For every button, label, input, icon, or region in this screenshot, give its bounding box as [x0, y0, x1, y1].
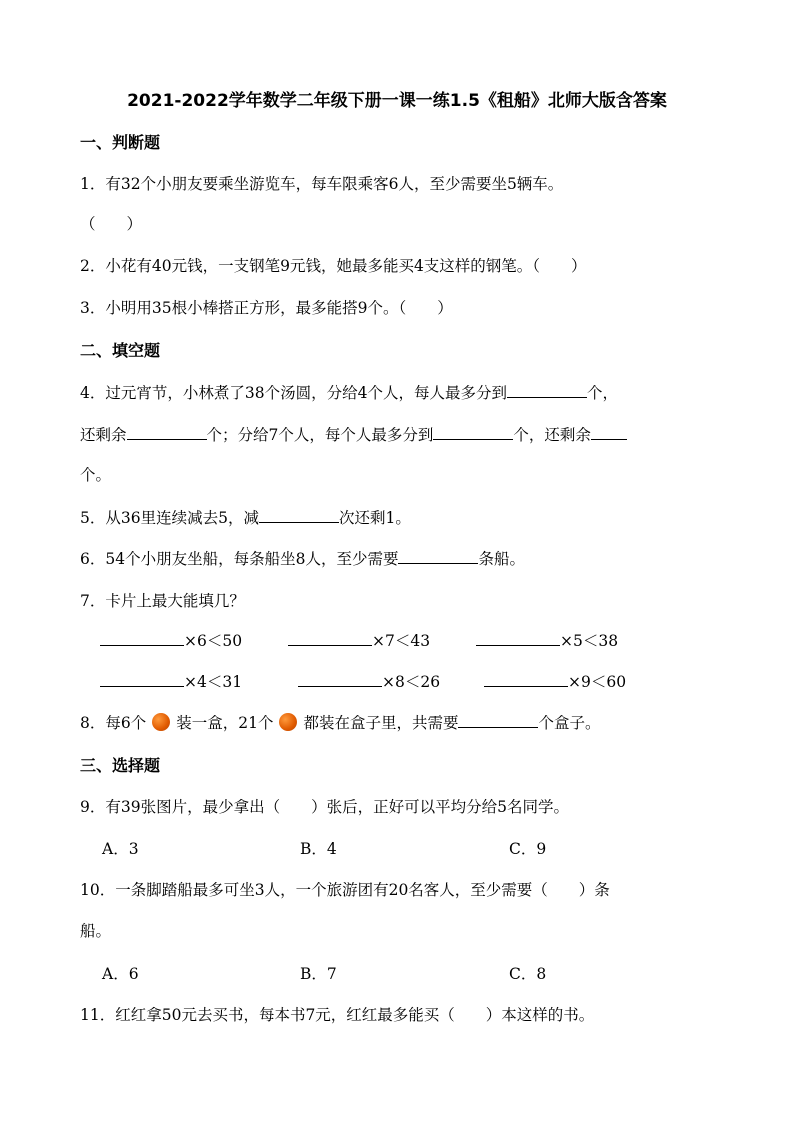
- answer-blank[interactable]: [100, 671, 184, 687]
- answer-blank[interactable]: [398, 548, 478, 564]
- answer-blank[interactable]: [591, 424, 627, 440]
- answer-blank[interactable]: [100, 630, 184, 646]
- orange-icon: [152, 713, 170, 731]
- question-5-part-b: 次还剩1。: [338, 509, 411, 527]
- answer-blank[interactable]: [433, 424, 513, 440]
- question-8-part-c: 都装在盒子里，共需要: [303, 714, 459, 732]
- option-b[interactable]: B．7: [300, 965, 337, 983]
- question-10: 10．一条脚踏船最多可坐3人，一个旅游团有20名客人，至少需要（ ）条: [80, 881, 610, 899]
- answer-blank[interactable]: [484, 671, 568, 687]
- answer-blank[interactable]: [259, 507, 339, 523]
- question-4-part-e: 个，还剩余: [513, 426, 591, 444]
- card-item: ×6＜50: [100, 629, 242, 651]
- section-heading-choice: 三、选择题: [80, 756, 161, 775]
- question-5-part-a: 5．从36里连续减去5，减: [80, 509, 259, 527]
- question-4-line-1: [80, 381, 618, 403]
- section-heading-fill-in: 二、填空题: [80, 341, 161, 360]
- option-a[interactable]: A．6: [102, 965, 139, 983]
- question-4-part-b: 个，: [586, 384, 618, 402]
- question-1-answer-paren: （ ）: [80, 215, 143, 233]
- question-3: 3．小明用35根小棒搭正方形，最多能搭9个。（ ）: [80, 299, 453, 317]
- question-5: [80, 506, 411, 528]
- card-item: ×9＜60: [484, 670, 626, 692]
- question-8: [80, 711, 601, 733]
- card-item: ×5＜38: [476, 629, 618, 651]
- card-item: ×8＜26: [298, 670, 440, 692]
- question-11: 11．红红拿50元去买书，每本书7元，红红最多能买（ ）本这样的书。: [80, 1006, 595, 1024]
- answer-blank[interactable]: [458, 712, 538, 728]
- question-4-part-c: 还剩余: [80, 426, 127, 444]
- question-6-part-a: 6．54个小朋友坐船，每条船坐8人，至少需要: [80, 550, 399, 568]
- card-item: ×4＜31: [100, 670, 242, 692]
- question-10-continued: 船。: [80, 922, 112, 940]
- option-a[interactable]: A．3: [102, 840, 139, 858]
- question-4-part-d: 个；分给7个人，每个人最多分到: [206, 426, 434, 444]
- orange-icon: [279, 713, 297, 731]
- question-4-part-f: 个。: [80, 466, 112, 484]
- question-6: [80, 547, 525, 569]
- question-4-line-2: [80, 423, 627, 445]
- question-8-part-b: 装一盒，21个: [176, 714, 274, 732]
- question-8-part-a: 8．每6个: [80, 714, 147, 732]
- answer-blank[interactable]: [476, 630, 560, 646]
- question-4-part-a: 4．过元宵节，小林煮了38个汤圆，分给4个人，每人最多分到: [80, 384, 507, 402]
- answer-blank[interactable]: [507, 382, 587, 398]
- option-c[interactable]: C．9: [509, 840, 547, 858]
- question-8-part-d: 个盒子。: [538, 714, 601, 732]
- card-item: ×7＜43: [288, 629, 430, 651]
- option-c[interactable]: C．8: [509, 965, 547, 983]
- answer-blank[interactable]: [288, 630, 372, 646]
- answer-blank[interactable]: [127, 424, 207, 440]
- section-heading-judgement: 一、判断题: [80, 133, 161, 152]
- question-1: 1．有32个小朋友要乘坐游览车，每车限乘客6人，至少需要坐5辆车。: [80, 175, 564, 193]
- question-9: 9．有39张图片，最少拿出（ ）张后，正好可以平均分给5名同学。: [80, 798, 569, 816]
- answer-blank[interactable]: [298, 671, 382, 687]
- question-2: 2．小花有40元钱，一支钢笔9元钱，她最多能买4支这样的钢笔。（ ）: [80, 257, 587, 275]
- option-b[interactable]: B．4: [300, 840, 337, 858]
- question-7: 7．卡片上最大能填几？: [80, 592, 245, 610]
- question-6-part-b: 条船。: [478, 550, 525, 568]
- page-title: 2021-2022学年数学二年级下册一课一练1.5《租船》北师大版含答案: [127, 91, 667, 111]
